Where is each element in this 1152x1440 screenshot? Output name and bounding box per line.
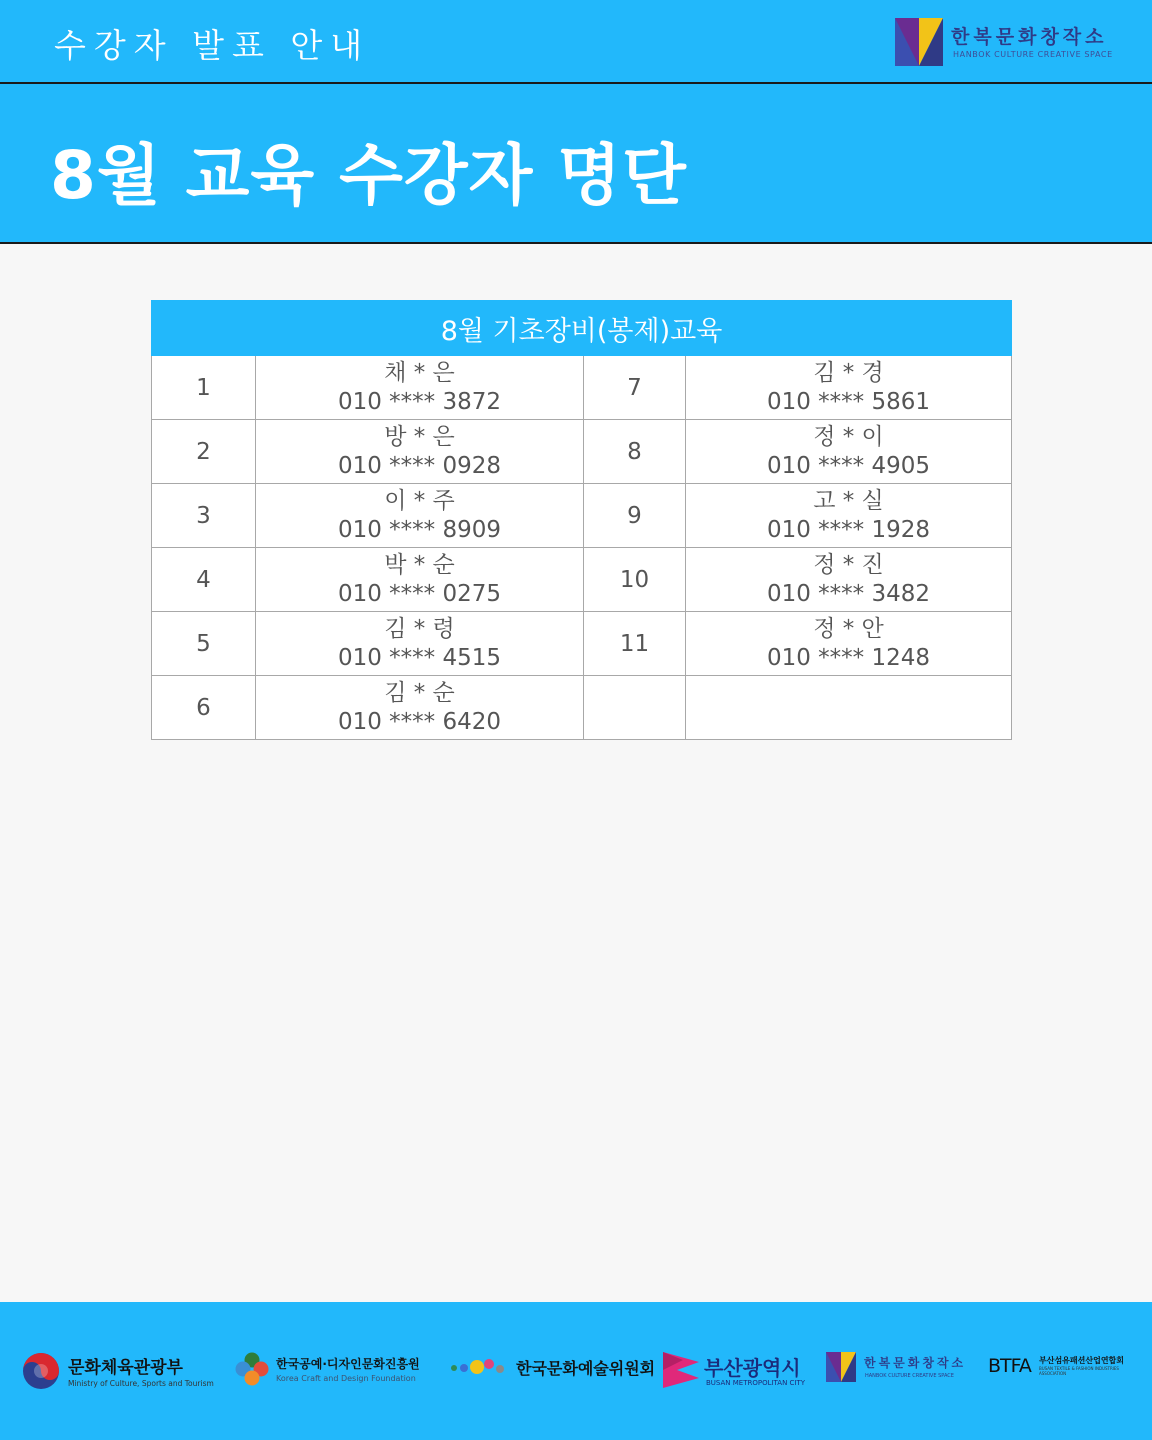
attendee-phone: 010 **** 8909 <box>337 516 502 543</box>
table-header-row <box>152 301 1012 356</box>
attendee-name: 김 * 순 <box>384 679 455 706</box>
row-number: 8 <box>584 420 686 484</box>
attendee-name: 김 * 령 <box>384 615 455 642</box>
btfa-name-en: BUSAN TEXTILE & FASHION INDUSTRIES ASSOCIATION <box>1039 1366 1119 1376</box>
table-row <box>152 676 1012 740</box>
kcdf-flower-icon <box>235 1352 269 1386</box>
attendee-name: 채 * 은 <box>384 359 455 386</box>
kcdf-name-en: Korea Craft and Design Foundation <box>276 1374 416 1383</box>
attendee-cell <box>686 484 1012 548</box>
attendee-cell <box>256 420 584 484</box>
attendee-name: 정 * 진 <box>813 551 884 578</box>
attendee-table <box>151 300 1012 740</box>
table-title: 8월 기초장비(봉제)교육 <box>152 301 1012 356</box>
attendee-cell-empty <box>686 676 1012 740</box>
attendee-cell <box>686 356 1012 420</box>
mcst-name-ko: 문화체육관광부 <box>68 1358 183 1378</box>
hanbok-brand-logo <box>895 18 1135 66</box>
attendee-cell <box>256 484 584 548</box>
attendee-phone: 010 **** 1928 <box>766 516 931 543</box>
arko-logo <box>450 1352 656 1392</box>
table-row <box>152 420 1012 484</box>
attendee-name: 고 * 실 <box>813 487 884 514</box>
busan-logo <box>663 1352 808 1392</box>
attendee-cell <box>256 548 584 612</box>
attendee-name: 박 * 순 <box>384 551 455 578</box>
btfa-logo <box>988 1352 1138 1392</box>
row-number-empty <box>584 676 686 740</box>
table-row <box>152 548 1012 612</box>
attendee-cell <box>686 548 1012 612</box>
hanbok-logo-icon <box>895 18 943 66</box>
row-number: 2 <box>152 420 256 484</box>
brand-name-ko: 한복문화창작소 <box>951 26 1108 48</box>
table-row <box>152 484 1012 548</box>
announcement-label: 수강자 발표 안내 <box>54 26 371 65</box>
attendee-phone: 010 **** 4515 <box>337 644 502 671</box>
hanbok-footer-en: HANBOK CULTURE CREATIVE SPACE <box>865 1373 954 1379</box>
row-number: 4 <box>152 548 256 612</box>
kcdf-logo <box>235 1352 435 1392</box>
attendee-name: 정 * 이 <box>813 423 884 450</box>
hanbok-footer-ko: 한복문화창작소 <box>864 1356 967 1370</box>
attendee-cell <box>686 420 1012 484</box>
attendee-phone: 010 **** 6420 <box>337 708 502 735</box>
attendee-name: 방 * 은 <box>384 423 455 450</box>
top-bar <box>0 0 1152 84</box>
page-title: 8월 교육 수강자 명단 <box>50 137 687 214</box>
table-row <box>152 612 1012 676</box>
row-number: 3 <box>152 484 256 548</box>
attendee-phone: 010 **** 1248 <box>766 644 931 671</box>
row-number: 5 <box>152 612 256 676</box>
busan-wave-icon <box>663 1352 699 1388</box>
attendee-phone: 010 **** 3872 <box>337 388 502 415</box>
row-number: 10 <box>584 548 686 612</box>
attendee-cell <box>256 612 584 676</box>
attendee-name: 이 * 주 <box>384 487 455 514</box>
mcst-name-en: Ministry of Culture, Sports and Tourism <box>68 1379 214 1388</box>
btfa-mark: BTFA <box>988 1355 1031 1377</box>
row-number: 7 <box>584 356 686 420</box>
row-number: 6 <box>152 676 256 740</box>
attendee-phone: 010 **** 5861 <box>766 388 931 415</box>
attendee-phone: 010 **** 0275 <box>337 580 502 607</box>
row-number: 1 <box>152 356 256 420</box>
row-number: 9 <box>584 484 686 548</box>
busan-name-ko: 부산광역시 <box>704 1356 801 1380</box>
sponsor-footer <box>0 1302 1152 1440</box>
attendee-name: 정 * 안 <box>813 615 884 642</box>
hero-banner <box>0 84 1152 244</box>
btfa-name-ko: 부산섬유패션산업연합회 <box>1039 1356 1125 1365</box>
brand-name-en: HANBOK CULTURE CREATIVE SPACE <box>953 50 1113 59</box>
attendee-cell <box>256 676 584 740</box>
arko-name-ko: 한국문화예술위원회 <box>516 1359 656 1378</box>
busan-name-en: BUSAN METROPOLITAN CITY <box>706 1379 806 1387</box>
row-number: 11 <box>584 612 686 676</box>
hanbok-footer-logo <box>826 1352 976 1392</box>
kcdf-name-ko: 한국공예·디자인문화진흥원 <box>276 1357 420 1371</box>
attendee-cell <box>256 356 584 420</box>
attendee-phone: 010 **** 3482 <box>766 580 931 607</box>
attendee-phone: 010 **** 4905 <box>766 452 931 479</box>
attendee-name: 김 * 경 <box>813 359 884 386</box>
taegeuk-icon <box>22 1352 60 1390</box>
attendee-cell <box>686 612 1012 676</box>
arko-dots-icon <box>450 1352 510 1382</box>
hanbok-small-icon <box>826 1352 856 1382</box>
attendee-phone: 010 **** 0928 <box>337 452 502 479</box>
mcst-logo <box>22 1352 222 1392</box>
table-row <box>152 356 1012 420</box>
